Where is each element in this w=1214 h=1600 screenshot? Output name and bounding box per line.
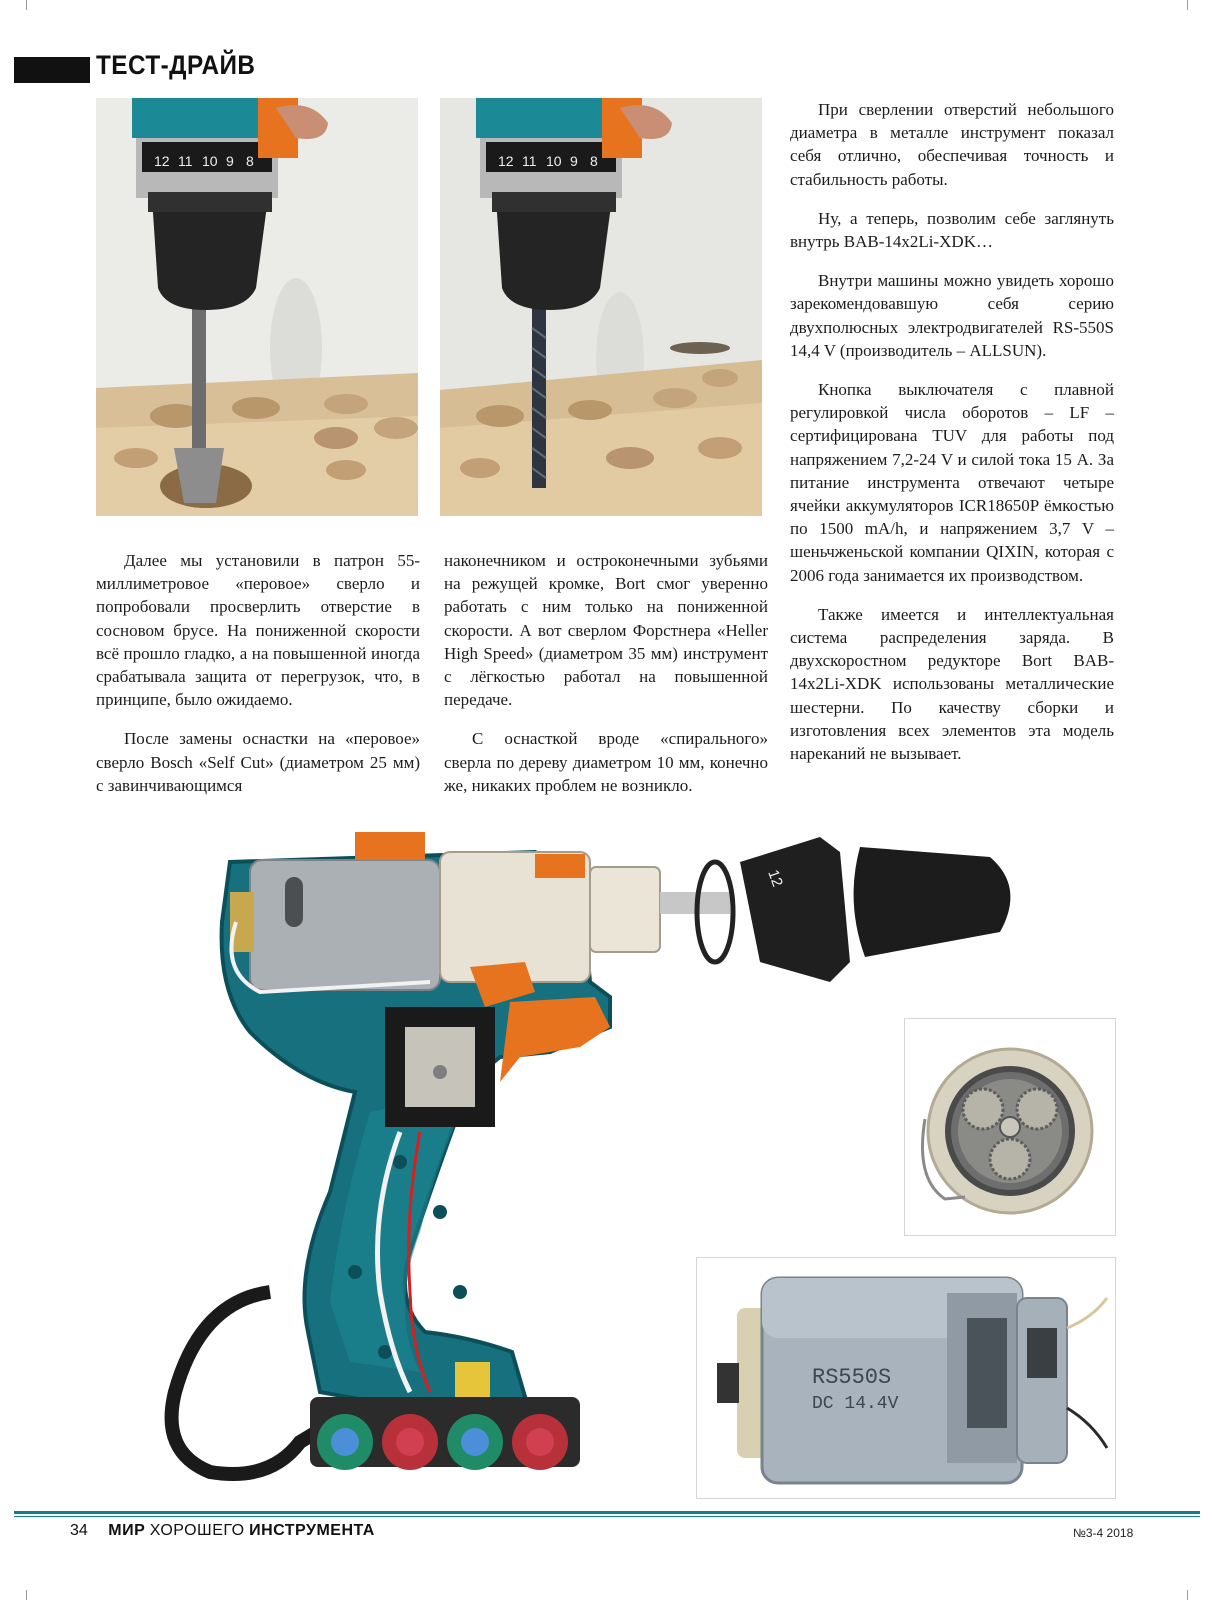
chuck-digit-11: 11 [522,153,537,169]
chuck-digit-12: 12 [154,153,170,169]
footer-masthead [70,1522,375,1540]
text-column-left [96,549,420,813]
chuck-digit-11: 11 [178,153,193,169]
footer-rule-thin [14,1516,1200,1517]
crop-mark-top-right [1187,0,1188,10]
motor-photo [696,1257,1116,1499]
spade-bit-drilling-photo [96,98,418,516]
paragraph: Далее мы установили в патрон 55-миллиметровое «перовое» сверло и попробовали просверлить отверстие в сосновом брусе. На пониженной скорости всё прошло гладко, а на повышенной иногда срабатывала защита от перегрузок, что, в принципе, было ожидаемо. [96,551,420,710]
chuck-digit-12: 12 [498,153,514,169]
chuck-digit-10: 10 [546,153,562,169]
text-column-right [790,98,1114,781]
motor-label-voltage: DC 14.4V [812,1394,899,1414]
chuck-digit-9: 9 [226,153,234,169]
chuck-digit-8: 8 [590,153,598,169]
crop-mark-top-left [26,0,27,10]
chuck-digit-8: 8 [246,153,254,169]
ring-digit-12: 12 [764,867,786,890]
section-bar [14,57,90,83]
paragraph: Внутри машины можно увидеть хорошо зарекомендовавшую себя серию двухполюсных электродвигателей RS-550S 14,4 V (производитель – ALLSUN). [790,271,1114,360]
paragraph: При сверлении отверстий небольшого диаметра в металле инструмент показал себя отлично, обеспечивая точность и стабильность работы. [790,100,1114,189]
crop-mark-bottom-left [26,1590,27,1600]
issue-number: №3-4 2018 [1073,1526,1134,1540]
twist-drill-drilling-photo [440,98,762,516]
section-title: ТЕСТ-ДРАЙВ [96,50,256,80]
paragraph: После замены оснастки на «перовое» сверло Bosch «Self Cut» (диаметром 25 мм) с завинчивающимся [96,729,420,795]
text-column-middle [444,549,768,813]
magazine-name-part1: МИР [108,1522,146,1539]
paragraph: Ну, а теперь, позволим себе заглянуть внутрь BAB-14x2Li-XDK… [790,208,1114,252]
magazine-name-part2: ХОРОШЕГО [149,1522,245,1539]
chuck-digit-10: 10 [202,153,218,169]
paragraph: Также имеется и интеллектуальная система распределения заряда. В двухскоростном редукторе Bort BAB-14x2Li-XDK использованы металлические шестерни. По качеству сборки и изготовления всех элементов эта модель нареканий не вызывает. [790,604,1114,764]
magazine-name-part3: ИНСТРУМЕНТА [249,1522,375,1539]
planetary-gearbox-photo [904,1018,1116,1236]
chuck-digit-9: 9 [570,153,578,169]
footer-rule [14,1511,1200,1514]
paragraph: С оснасткой вроде «спирального» сверла по дереву диаметром 10 мм, конечно же, никаких проблем не возникло. [444,729,768,795]
paragraph: наконечником и остроконечными зубьями на режущей кромке, Bort смог уверенно работать с ним только на пониженной скорости. А вот сверлом Форстнера «Heller High Speed» (диаметром 35 мм) инструмент с лёгкостью работал на повышенной передаче. [444,551,768,710]
crop-mark-bottom-right [1187,1590,1188,1600]
paragraph: Кнопка выключателя с плавной регулировкой числа оборотов – LF – сертифицирована TUV для работы под напряжением 7,2-24 V и силой тока 15 А. За питание инструмента отвечают четыре ячейки аккумуляторов ICR18650P ёмкостью по 1500 mA/h, и напряжением 3,7 V – шеньчженьской компании QIXIN, которая с 2006 года занимается их производством. [790,380,1114,585]
motor-label-model: RS550S [812,1365,892,1390]
page-number: 34 [70,1522,88,1539]
